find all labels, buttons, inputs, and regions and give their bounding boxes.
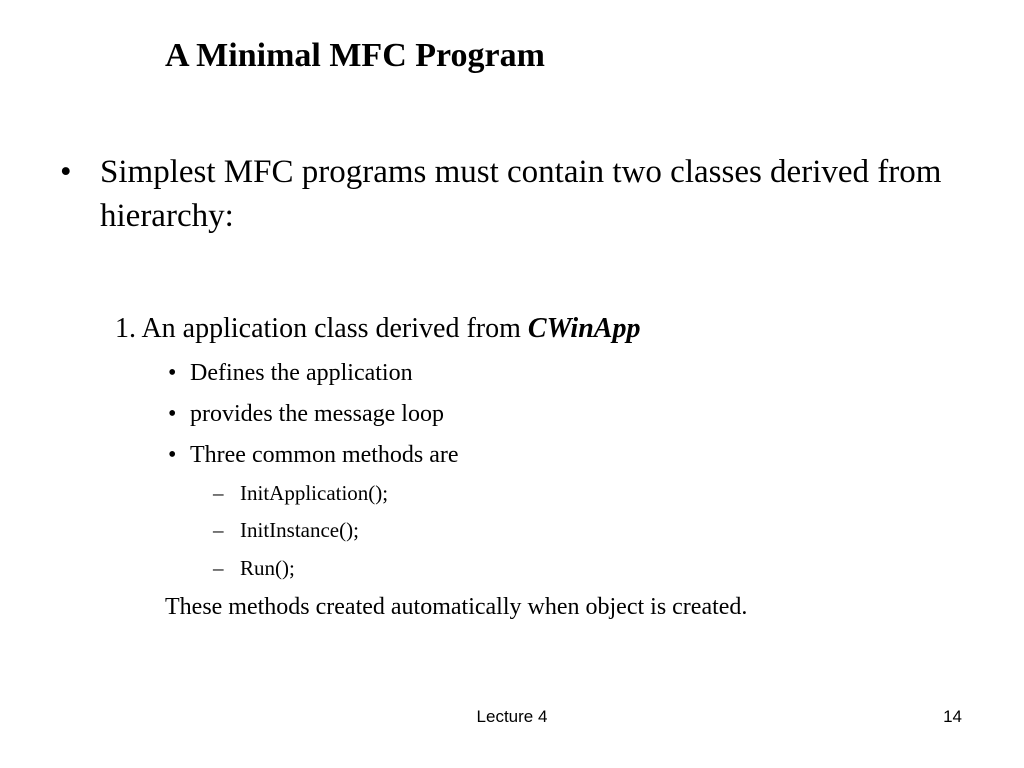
sub-bullet-text: Defines the application <box>190 360 413 386</box>
bullet-icon: • <box>168 442 177 468</box>
sub-bullet-text: Three common methods are <box>190 442 459 468</box>
main-bullet-text: Simplest MFC programs must contain two classes derived from hierarchy: <box>100 154 942 234</box>
main-bullet-point <box>60 150 950 238</box>
sub-bullet-message-loop <box>168 399 444 429</box>
footer-page-number: 14 <box>943 707 962 726</box>
method-text: InitApplication(); <box>240 481 389 505</box>
method-run <box>213 555 295 581</box>
method-text: InitInstance(); <box>240 518 359 542</box>
bullet-icon: • <box>168 360 177 386</box>
dash-icon: – <box>213 518 224 542</box>
sub-bullet-three-methods <box>168 440 459 470</box>
bullet-icon: • <box>60 154 72 190</box>
bullet-icon: • <box>168 401 177 427</box>
footer-lecture: Lecture 4 <box>476 707 548 726</box>
dash-icon: – <box>213 481 224 505</box>
numbered-item-prefix: 1. An application class derived from <box>115 313 528 344</box>
numbered-item-1 <box>115 311 640 347</box>
method-init-application <box>213 480 388 506</box>
method-init-instance <box>213 517 359 543</box>
class-name-cwinapp: CWinApp <box>527 313 641 344</box>
sub-bullet-text: provides the message loop <box>190 401 444 427</box>
method-text: Run(); <box>240 556 295 580</box>
methods-note: These methods created automatically when object is created. <box>165 594 748 620</box>
slide-title: A Minimal MFC Program <box>165 37 545 74</box>
sub-bullet-defines <box>168 358 413 388</box>
dash-icon: – <box>213 556 224 580</box>
